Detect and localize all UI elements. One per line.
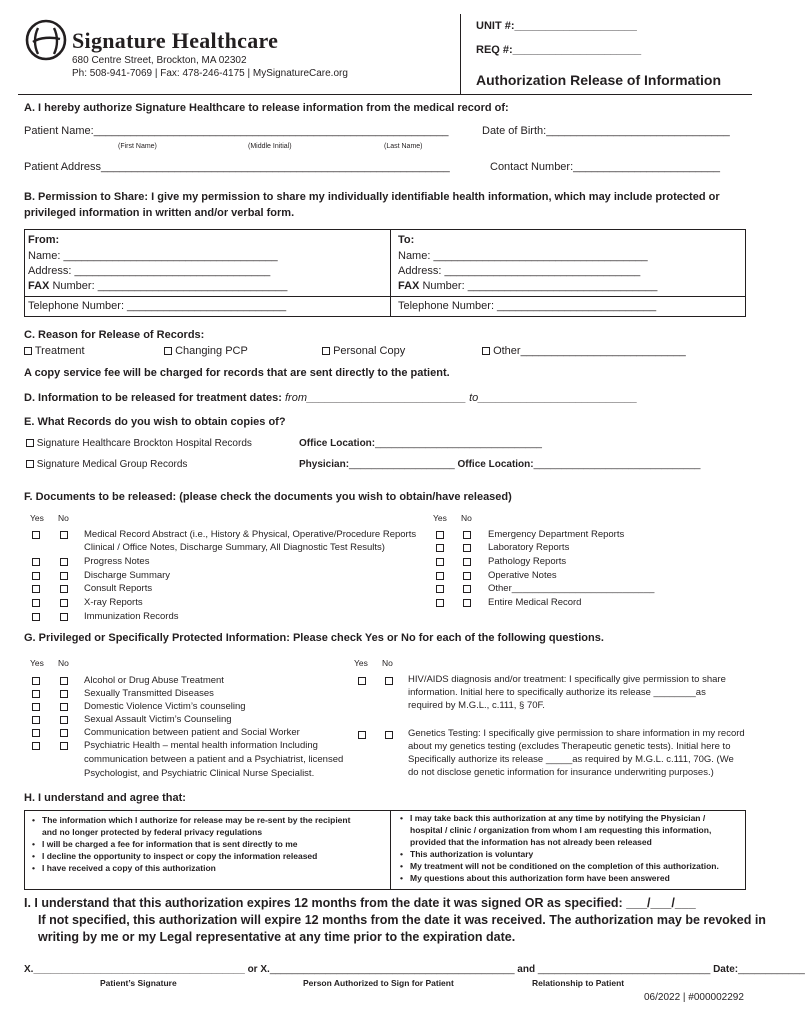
genetics-checkbox-no[interactable]: [385, 731, 393, 739]
office-location-line: ______________________________: [533, 459, 701, 470]
section-b-heading-2: privileged information in written and/or verbal form.: [24, 207, 295, 219]
checkbox-no[interactable]: [60, 558, 68, 566]
protected-info-label: Psychologist, and Psychiatric Clinical Nurse Specialist.: [84, 768, 315, 779]
f-yes-header-left: Yes: [30, 513, 44, 523]
genetics-checkbox-yes[interactable]: [358, 731, 366, 739]
hiv-checkbox-no[interactable]: [385, 677, 393, 685]
reason-label: Changing PCP: [175, 345, 248, 357]
hiv-checkbox-yes[interactable]: [358, 677, 366, 685]
authorized-signature-line[interactable]: ____________________________________________: [269, 964, 515, 975]
physician-label: Physician:: [299, 459, 350, 470]
checkbox-yes[interactable]: [32, 531, 40, 539]
checkbox-no[interactable]: [60, 716, 68, 724]
checkbox-yes[interactable]: [32, 703, 40, 711]
protected-info-label: Communication between patient and Social Worker: [84, 727, 300, 738]
f-yes-header-right: Yes: [433, 513, 447, 523]
office-location-label: Office Location:: [299, 438, 376, 449]
middle-initial-caption: (Middle Initial): [248, 143, 292, 150]
protected-info-label: Psychiatric Health – mental health information Including: [84, 740, 318, 751]
section-f-heading: F. Documents to be released: (please check the documents you wish to obtain/have released): [24, 491, 512, 503]
to-fax-label: FAX: [398, 280, 420, 292]
option-label: Signature Healthcare Brockton Hospital Records: [36, 438, 252, 449]
f-no-header-left: No: [58, 513, 69, 523]
document-option-label: X-ray Reports: [84, 597, 143, 608]
checkbox-yes[interactable]: [436, 544, 444, 552]
from-to-telephone-rule: [24, 296, 746, 297]
or-x-label: or X.: [244, 964, 270, 975]
reason-label: Personal Copy: [333, 345, 406, 357]
document-option-label: Clinical / Office Notes, Discharge Summary, All Diagnostic Test Results): [84, 542, 385, 553]
checkbox-yes[interactable]: [32, 613, 40, 621]
checkbox-no[interactable]: [60, 703, 68, 711]
document-option-label: Consult Reports: [84, 583, 153, 594]
agreement-divider: [390, 810, 391, 890]
from-fax-number: Number: _______________________________: [49, 280, 288, 292]
patient-name-field[interactable]: Patient Name:__________________________________________________________: [24, 125, 449, 137]
contact-number-field[interactable]: Contact Number:________________________: [490, 161, 720, 173]
checkbox-yes[interactable]: [32, 599, 40, 607]
from-title: From:: [28, 234, 60, 246]
agreement-item: • I have received a copy of this authorization: [32, 862, 350, 874]
checkbox-yes[interactable]: [436, 599, 444, 607]
checkbox[interactable]: [322, 347, 330, 355]
header-rule: [18, 94, 752, 95]
checkbox-no[interactable]: [60, 613, 68, 621]
expiration-statement-line-3: writing by me or my Legal representative at any time prior to the expiration date.: [38, 930, 516, 944]
protected-info-label: Domestic Violence Victim’s counseling: [84, 701, 246, 712]
first-name-caption: (First Name): [118, 143, 157, 150]
checkbox-no[interactable]: [60, 572, 68, 580]
authorized-person-caption: Person Authorized to Sign for Patient: [303, 978, 454, 988]
genetics-consent-text: Specifically authorize its release _____as required by M.G.L. c.111, 70G. (We: [408, 754, 734, 765]
section-c-heading: C. Reason for Release of Records:: [24, 329, 205, 341]
agreement-item: • I will be charged a fee for information that is sent directly to me: [32, 838, 350, 850]
last-name-caption: (Last Name): [384, 143, 423, 150]
agreement-item: hospital / clinic / organization from whom I am requesting this information,: [410, 825, 712, 835]
checkbox-no[interactable]: [463, 572, 471, 580]
checkbox-no[interactable]: [463, 558, 471, 566]
office-location-field-1[interactable]: [299, 438, 542, 449]
g-no-header-left: No: [58, 658, 69, 668]
checkbox-yes[interactable]: [436, 558, 444, 566]
date-line[interactable]: ____________: [738, 964, 805, 975]
from-fax-field[interactable]: [28, 280, 287, 292]
hiv-consent-text: information. Initial here to specifically authorize its release ________as: [408, 687, 706, 698]
genetics-consent-text: do not disclose genetic information for insurance underwriting purposes.): [408, 767, 714, 778]
from-fax-label: FAX: [28, 280, 50, 292]
to-telephone-field[interactable]: Telephone Number: __________________________: [398, 300, 657, 312]
reason-changing-pcp[interactable]: [164, 345, 248, 357]
expiration-statement-line-2: If not specified, this authorization will expire 12 months from the date it was received. The authorization may be revoked in: [38, 913, 766, 927]
reason-label: Other___________________________: [493, 345, 686, 357]
checkbox[interactable]: [24, 347, 32, 355]
checkbox-no[interactable]: [60, 690, 68, 698]
checkbox-yes[interactable]: [32, 677, 40, 685]
checkbox-yes[interactable]: [436, 531, 444, 539]
dates-to: to__________________________: [469, 392, 638, 404]
section-a-heading: A. I hereby authorize Signature Healthcare to release information from the medical record of:: [24, 102, 509, 114]
checkbox-yes[interactable]: [32, 558, 40, 566]
and-label: and: [514, 964, 538, 975]
checkbox-no[interactable]: [463, 599, 471, 607]
fee-note: A copy service fee will be charged for records that are sent directly to the patient.: [24, 367, 450, 379]
to-address-field[interactable]: Address: ________________________________: [398, 265, 641, 277]
expiration-statement-line-1: I. I understand that this authorization expires 12 months from the date it was signed OR as specified: ___/___/___: [24, 896, 696, 910]
brand-name: Signature Healthcare: [72, 28, 279, 53]
f-no-header-right: No: [461, 513, 472, 523]
document-option-label: Operative Notes: [488, 570, 557, 581]
relationship-line[interactable]: _______________________________: [537, 964, 711, 975]
reason-treatment[interactable]: [24, 345, 85, 357]
checkbox-yes[interactable]: [32, 572, 40, 580]
medical-group-records-option[interactable]: [26, 459, 187, 470]
patient-signature-caption: Patient’s Signature: [100, 978, 177, 988]
physician-line: ___________________: [349, 459, 455, 470]
checkbox-no[interactable]: [463, 585, 471, 593]
form-title: Authorization Release of Information: [476, 72, 722, 88]
checkbox-no[interactable]: [60, 585, 68, 593]
hiv-consent-text: HIV/AIDS diagnosis and/or treatment: I specifically give permission to share: [408, 674, 726, 685]
treatment-dates-field[interactable]: [24, 392, 637, 404]
address-line-1: 680 Centre Street, Brockton, MA 02302: [72, 55, 247, 66]
document-option-label: Discharge Summary: [84, 570, 171, 581]
agreement-item: and no longer protected by federal privacy regulations: [42, 827, 263, 837]
checkbox-no[interactable]: [60, 742, 68, 750]
checkbox-no[interactable]: [463, 544, 471, 552]
genetics-consent-text: Genetics Testing: I specifically give permission to share information in my record: [408, 728, 745, 739]
agreement-item: • The information which I authorize for release may be re-sent by the recipient: [32, 814, 350, 826]
signature-row[interactable]: [24, 964, 805, 975]
document-option-label: Immunization Records: [84, 611, 179, 622]
checkbox[interactable]: [482, 347, 490, 355]
checkbox-yes[interactable]: [32, 716, 40, 724]
to-fax-number: Number: _______________________________: [419, 280, 658, 292]
relationship-caption: Relationship to Patient: [532, 978, 625, 988]
reason-label: Treatment: [34, 345, 85, 357]
section-h-heading: H. I understand and agree that:: [24, 792, 186, 804]
header-divider: [460, 14, 461, 94]
from-name-field[interactable]: Name: ___________________________________: [28, 250, 278, 262]
from-telephone-field[interactable]: Telephone Number: __________________________: [28, 300, 287, 312]
patient-address-field[interactable]: Patient Address_________________________________________________________: [24, 161, 450, 173]
signature-healthcare-logo: [24, 18, 68, 62]
dob-field[interactable]: Date of Birth:______________________________: [482, 125, 730, 137]
section-b-heading-1: B. Permission to Share: I give my permission to share my individually identifiable health information, which may include protected or: [24, 191, 720, 203]
checkbox-no[interactable]: [60, 729, 68, 737]
document-option-label: Other___________________________: [488, 583, 655, 594]
req-field[interactable]: REQ #:_____________________: [476, 44, 642, 56]
document-option-label: Entire Medical Record: [488, 597, 582, 608]
checkbox[interactable]: [26, 460, 34, 468]
reason-personal-copy[interactable]: [322, 345, 405, 357]
from-to-divider: [390, 229, 391, 317]
office-location-line: ______________________________: [375, 438, 542, 449]
agreement-item: • This authorization is voluntary: [400, 848, 719, 860]
form-code: 06/2022 | #000002292: [644, 992, 744, 1003]
checkbox[interactable]: [26, 439, 34, 447]
checkbox-yes[interactable]: [436, 585, 444, 593]
hiv-consent-text: required by M.G.L., c.111, § 70F.: [408, 700, 545, 711]
from-address-field[interactable]: Address: ________________________________: [28, 265, 271, 277]
patient-signature-line[interactable]: X.______________________________________: [24, 964, 245, 975]
checkbox-no[interactable]: [60, 599, 68, 607]
section-g-heading: G. Privileged or Specifically Protected Information: Please check Yes or No for each of the following questions.: [24, 632, 604, 644]
protected-info-label: Alcohol or Drug Abuse Treatment: [84, 675, 224, 686]
agreement-left-list: [32, 814, 350, 874]
checkbox-yes[interactable]: [32, 742, 40, 750]
checkbox-no[interactable]: [463, 531, 471, 539]
brockton-hospital-records-option[interactable]: [26, 438, 252, 449]
checkbox-no[interactable]: [60, 531, 68, 539]
dates-from: from__________________________: [285, 392, 467, 404]
agreement-item: • My treatment will not be conditioned on the completion of this authorization.: [400, 860, 719, 872]
document-option-label: Laboratory Reports: [488, 542, 570, 553]
agreement-right-list: [400, 812, 719, 884]
option-label: Signature Medical Group Records: [36, 459, 188, 470]
document-option-label: Pathology Reports: [488, 556, 567, 567]
office-location-label: Office Location:: [457, 459, 534, 470]
agreement-item: • My questions about this authorization form have been answered: [400, 872, 719, 884]
address-line-2: Ph: 508-941-7069 | Fax: 478-246-4175 | MySignatureCare.org: [72, 68, 348, 79]
checkbox-yes[interactable]: [32, 690, 40, 698]
g-no-header-right: No: [382, 658, 393, 668]
protected-info-label: Sexually Transmitted Diseases: [84, 688, 214, 699]
agreement-item: provided that the information has not already been released: [410, 837, 652, 847]
reason-other[interactable]: [482, 345, 686, 357]
protected-info-label: communication between a patient and a Psychiatrist, licensed: [84, 754, 344, 765]
agreement-item: • I may take back this authorization at any time by notifying the Physician /: [400, 812, 719, 824]
to-name-field[interactable]: Name: ___________________________________: [398, 250, 648, 262]
g-yes-header-right: Yes: [354, 658, 368, 668]
document-option-label: Emergency Department Reports: [488, 529, 625, 540]
checkbox-yes[interactable]: [32, 729, 40, 737]
checkbox-no[interactable]: [60, 677, 68, 685]
checkbox-yes[interactable]: [436, 572, 444, 580]
unit-field[interactable]: UNIT #:____________________: [476, 20, 637, 32]
section-e-heading: E. What Records do you wish to obtain copies of?: [24, 416, 286, 428]
section-d-label: D. Information to be released for treatment dates:: [24, 392, 282, 404]
checkbox[interactable]: [164, 347, 172, 355]
date-label: Date:: [710, 964, 739, 975]
physician-field[interactable]: [299, 459, 700, 470]
document-option-label: Medical Record Abstract (i.e., History & Physical, Operative/Procedure Reports: [84, 529, 417, 540]
protected-info-label: Sexual Assault Victim’s Counseling: [84, 714, 232, 725]
to-fax-field[interactable]: [398, 280, 657, 292]
to-title: To:: [398, 234, 415, 246]
agreement-item: • I decline the opportunity to inspect or copy the information released: [32, 850, 350, 862]
document-option-label: Progress Notes: [84, 556, 150, 567]
g-yes-header-left: Yes: [30, 658, 44, 668]
genetics-consent-text: about my genetics testing (excludes Therapeutic genetic tests). Initial here to: [408, 741, 731, 752]
checkbox-yes[interactable]: [32, 585, 40, 593]
